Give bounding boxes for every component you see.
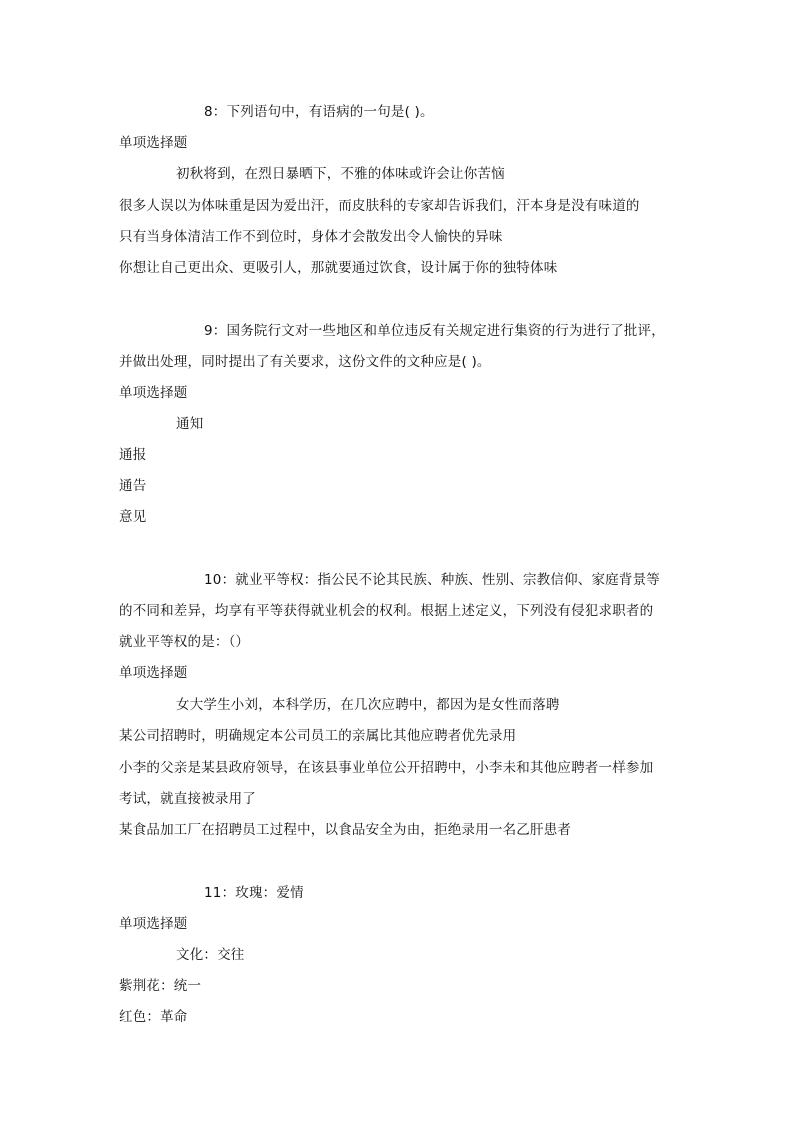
option-c[interactable]: 小李的父亲是某县政府领导，在该县事业单位公开招聘中，小李未和其他应聘者一样参加 — [119, 760, 654, 776]
question-type-label: 单项选择题 — [119, 665, 188, 681]
option-b[interactable]: 紫荆花：统一 — [119, 978, 202, 994]
option-d[interactable]: 你想让自己更出众、更吸引人，那就要通过饮食，设计属于你的独特体味 — [119, 260, 558, 276]
option-b[interactable]: 通报 — [119, 447, 147, 463]
option-d[interactable]: 意见 — [119, 509, 147, 525]
option-c-continued[interactable]: 考试，就直接被录用了 — [119, 791, 256, 807]
question-stem-continued: 就业平等权的是：（） — [119, 634, 250, 650]
question-stem: 10：就业平等权：指公民不论其民族、种族、性别、宗教信仰、家庭背景等 — [204, 572, 660, 588]
question-stem: 9：国务院行文对一些地区和单位违反有关规定进行集资的行为进行了批评， — [204, 323, 665, 339]
option-d[interactable]: 某食品加工厂在招聘员工过程中，以食品安全为由，拒绝录用一名乙肝患者 — [119, 822, 572, 838]
question-stem: 11：玫瑰：爱情 — [204, 885, 304, 901]
question-stem-continued: 的不同和差异，均享有平等获得就业机会的权利。根据上述定义，下列没有侵犯求职者的 — [119, 603, 654, 619]
question-type-label: 单项选择题 — [119, 135, 188, 151]
option-b[interactable]: 很多人误以为体味重是因为爱出汗，而皮肤科的专家却告诉我们，汗本身是没有味道的 — [119, 198, 640, 214]
option-b[interactable]: 某公司招聘时，明确规定本公司员工的亲属比其他应聘者优先录用 — [119, 728, 517, 744]
question-type-label: 单项选择题 — [119, 385, 188, 401]
option-a[interactable]: 通知 — [176, 416, 204, 432]
option-c[interactable]: 通告 — [119, 478, 147, 494]
option-c[interactable]: 红色：革命 — [119, 1009, 188, 1025]
option-a[interactable]: 文化：交往 — [176, 947, 245, 963]
option-a[interactable]: 初秋将到，在烈日暴晒下，不雅的体味或许会让你苦恼 — [176, 166, 505, 182]
option-a[interactable]: 女大学生小刘，本科学历，在几次应聘中，都因为是女性而落聘 — [176, 697, 560, 713]
question-stem-continued: 并做出处理，同时提出了有关要求，这份文件的文种应是( )。 — [119, 354, 491, 370]
option-c[interactable]: 只有当身体清洁工作不到位时，身体才会散发出令人愉快的异味 — [119, 229, 503, 245]
question-stem: 8：下列语句中，有语病的一句是( )。 — [204, 104, 434, 120]
question-type-label: 单项选择题 — [119, 916, 188, 932]
